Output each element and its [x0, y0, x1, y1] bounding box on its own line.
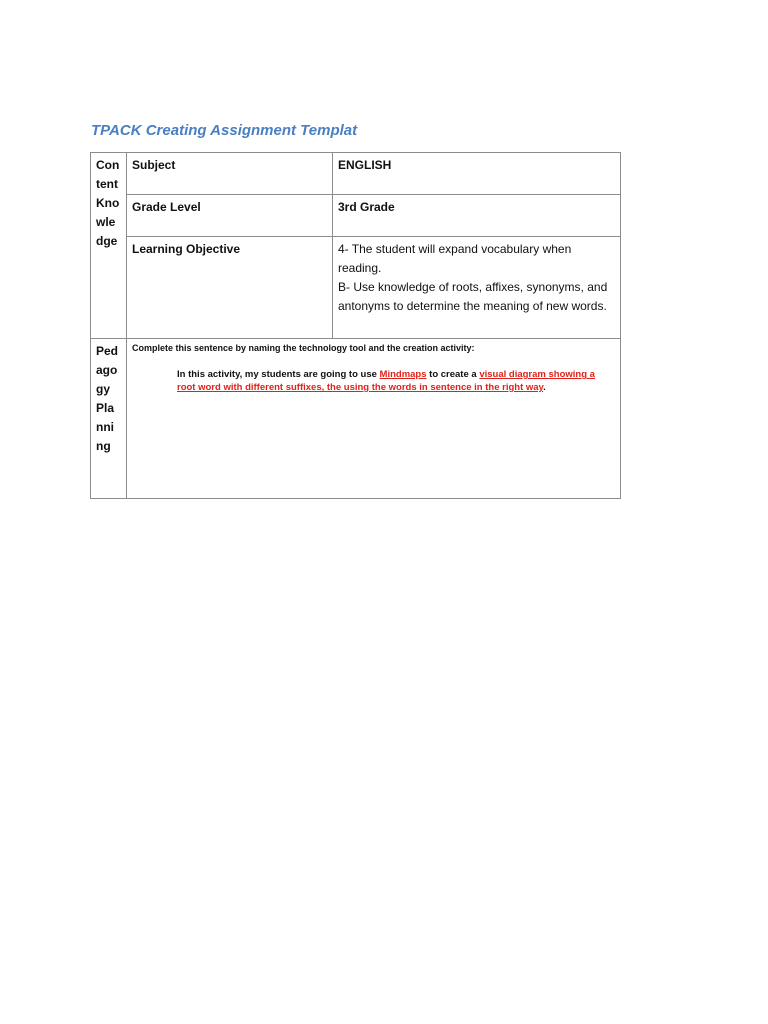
document-title: TPACK Creating Assignment Templat	[91, 122, 358, 139]
objective-line-2: B- Use knowledge of roots, affixes, synonyms, and antonyms to determine the meaning of new words.	[338, 280, 608, 313]
creation-activity: visual diagram showing a root word with different suffixes, the using the words in sentence in the right way	[177, 369, 595, 393]
learning-objective-label: Learning Objective	[127, 237, 333, 339]
content-knowledge-label: Content Knowledge	[91, 153, 127, 339]
pedagogy-prompt: Complete this sentence by naming the technology tool and the creation activity:	[132, 343, 475, 353]
sentence-part-3: .	[543, 382, 546, 393]
table-row-subject	[91, 153, 621, 195]
objective-line-1: 4- The student will expand vocabulary when reading.	[338, 242, 572, 275]
table-row-learning-objective	[91, 237, 621, 339]
table-row-pedagogy-planning	[91, 339, 621, 499]
sentence-part-1: In this activity, my students are going to use	[177, 369, 380, 380]
table-row-grade-level	[91, 195, 621, 237]
tpack-template-table	[90, 152, 621, 499]
grade-level-value: 3rd Grade	[333, 195, 621, 237]
subject-label: Subject	[127, 153, 333, 195]
pedagogy-planning-label: Pedagogy Planning	[91, 339, 127, 499]
technology-tool: Mindmaps	[379, 369, 427, 380]
grade-level-label: Grade Level	[127, 195, 333, 237]
learning-objective-value	[333, 237, 621, 339]
pedagogy-planning-content	[127, 339, 621, 499]
subject-value: ENGLISH	[333, 153, 621, 195]
sentence-part-2: to create a	[426, 369, 480, 380]
activity-sentence	[177, 368, 615, 394]
